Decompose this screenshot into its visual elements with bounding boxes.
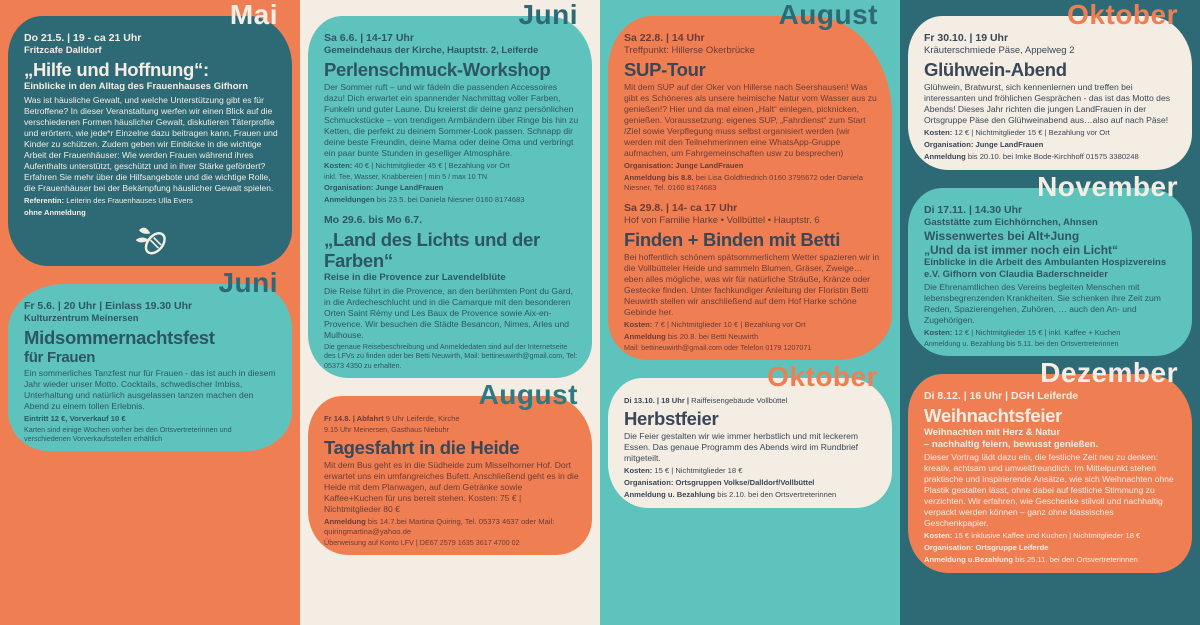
event-subtitle: Einblicke in die Arbeit des Ambulanten Hospizvereins e.V. Gifhorn von Claudia Baderschneider <box>924 257 1167 280</box>
event-title: SUP-Tour <box>624 59 706 80</box>
event-info <box>924 543 1180 553</box>
event-description: Ein sommerliches Tanzfest nur für Frauen - das ist auch in diesem Jahr wieder unser Motto. Cocktails, schwedischer Imbiss, Unterhaltung und natürlich ausgelassen tanzen machen den Abend zu einem tollen Erlebnis. <box>24 367 276 411</box>
info-value: bis 25.11. bei den Ortsvertreterinnen <box>1013 555 1138 565</box>
event-info <box>624 478 880 488</box>
event-description: Glühwein, Bratwurst, sich kennenlernen und treffen bei interessanten und fröhlichen Gesprächen - das ist das Motto des Abends! Dieses Jahr richten die jungen LandFrauen in der Ortsgruppe Päse den Glühweinabend aus…also auf nach Päse! <box>924 82 1171 125</box>
event-date: Sa 22.8. | 14 Uhr <box>624 32 705 44</box>
event-title: Perlenschmuck-Workshop <box>324 59 551 80</box>
info-label: Fr 14.8. | Abfahrt <box>324 414 384 424</box>
event-subtitle: Wissenwertes bei Alt+Jung <box>924 229 1080 243</box>
event-info <box>624 173 880 193</box>
column-june-august <box>300 0 600 625</box>
event-title: Finden + Binden mit Betti <box>624 229 841 250</box>
event-info <box>924 328 1180 338</box>
info-label: Anmeldung bis 8.8. <box>624 173 694 182</box>
info-label: Eintritt 12 €, Vorverkauf 10 € <box>24 413 126 423</box>
info-value: Raiffeisengebäude Vollbüttel <box>689 396 788 406</box>
month-label: Juni <box>218 266 278 298</box>
event-info <box>24 414 280 424</box>
column-august-october <box>600 0 900 625</box>
info-value: bis 20.10. bei Imke Bode-Kirchhoff 01575 3380248 <box>965 152 1139 161</box>
event-info <box>624 332 880 342</box>
event-note: Anmeldung u. Bezahlung bis 5.11. bei den Ortsvertreterinnen <box>924 339 1119 348</box>
event-info <box>924 128 1180 138</box>
event-subtitle: „Und da ist immer noch ein Licht“ <box>924 243 1119 257</box>
info-label: Kosten: <box>324 161 353 170</box>
event-info <box>924 531 1180 541</box>
event-note: Karten sind einige Wochen vorher bei den Ortsvertreterinnen und verschiedenen Vorverkaufsstellen erhältlich <box>24 424 232 443</box>
event-date: Fr 30.10. | 19 Uhr <box>924 32 1009 44</box>
event-title: für Frauen <box>24 348 96 366</box>
event-description: Was ist häusliche Gewalt, und welche Unterstützung gibt es für Betroffene? In dieser Veranstaltung werfen wir einen Blick auf die verschiedenen Formen häuslicher Gewalt, diskutieren Täterprofile und erörtern, wie jede*r Einzelne dazu beitragen kann, Frauen und Kinder zu schützen. Zudem geben wir Einblicke in die wichtige Arbeit der Frauenhäuser: Wie werden Frauen während ihres Aufenthalts unterstützt, geschützt und in ihrer Stärke gefördert? Erfahren Sie mehr über die Hilfsangebote und die wichtige Rolle, die Frauenhäuser bei der Bekämpfung häuslicher Gewalt spielen. <box>24 94 278 193</box>
event-date: Di 8.12. | 16 Uhr | DGH Leiferde <box>924 390 1079 403</box>
event-info <box>624 396 880 406</box>
info-value: bei Lisa Goldfriedrich 0160 3795672 oder Daniela Niesner, Tel. 0160 8174683 <box>624 173 863 192</box>
event-info <box>924 555 1180 565</box>
card-mai <box>8 0 292 266</box>
event-card-herbstfeier <box>624 396 880 500</box>
info-value: Leiterin des Frauenhauses Ulla Evers <box>64 195 193 205</box>
info-label: Kosten: <box>624 320 653 329</box>
logo-area <box>24 222 280 258</box>
event-info <box>624 490 880 500</box>
info-value: bis 2.10. bei den Ortsvertreterinnen <box>715 490 837 500</box>
event-info <box>624 161 880 171</box>
event-note: Die genaue Reisebeschreibung und Anmeldedaten sind auf der Internetseite des LFVs zu finden oder bei Betti Neuwirth, Mail: bettineuwirth@gmail.com, Tel: 05373 4350 zu erhalten. <box>324 341 578 370</box>
info-label: Anmeldung u.Bezahlung <box>924 555 1014 565</box>
info-label: Organisation: Junge LandFrauen <box>924 140 1044 149</box>
month-label: Mai <box>229 0 278 30</box>
event-location: Hof von Familie Harke • Vollbüttel • Hauptstr. 6 <box>624 215 820 226</box>
event-card-tagesfahrt-heide <box>324 414 580 547</box>
info-value: bis 14.7.bei Martina Quiring, Tel. 05373 4637 oder Mail: quiringmartina@yahoo.de <box>324 516 555 536</box>
event-title: Weihnachtsfeier <box>924 405 1063 427</box>
event-info <box>924 152 1180 162</box>
info-value: 15 € inklusive Kaffee und Kuchen | Nichtmitglieder 18 € <box>952 531 1141 541</box>
event-info <box>24 208 280 218</box>
event-description: Der Sommer ruft – und wir fädeln die passenden Accessoires dazu! Dich erwartet ein spannender Nachmittag voller Farben, Funkeln und guter Laune. Du kreierst dir deine ganz persönlichen Schmuckstücke – von trendigen Armbändern über Ringe bis hin zu Ketten, die perfekt zu deinem Sommer-Look passen. Schnapp dir deine beste Freundin, deine Mama oder deine Oma und verbringt ein paar bunte Stunden in geselliger Atmosphäre. <box>324 82 579 158</box>
card-juni <box>308 0 592 378</box>
info-label: Organisation: Junge LandFrauen <box>624 161 744 170</box>
month-label: Dezember <box>1040 357 1178 389</box>
event-info <box>324 517 580 537</box>
info-label: Kosten: <box>624 466 653 476</box>
event-subtitle: Einblicke in den Alltag des Frauenhauses Gifhorn <box>24 81 248 92</box>
event-location: Gemeindehaus der Kirche, Hauptstr. 2, Leiferde <box>324 45 539 56</box>
info-label: ohne Anmeldung <box>24 207 86 217</box>
event-info <box>324 183 580 193</box>
event-info <box>24 196 280 206</box>
info-value: 40 € | Nichtmitglieder 45 € | Bezahlung vor Ort <box>352 161 510 170</box>
event-date: Mo 29.6. bis Mo 6.7. <box>324 214 423 227</box>
event-location: Kräuterschmiede Päse, Appelweg 2 <box>924 45 1075 56</box>
info-label: Organisation: Junge LandFrauen <box>324 183 444 193</box>
event-location: Treffpunkt: Hillerse Okerbrücke <box>624 45 755 56</box>
info-value: bis 20.8. bei Betti Neuwirth <box>665 332 759 341</box>
column-october-december <box>900 0 1200 625</box>
info-value: 9 Uhr Leiferde, Kirche <box>383 414 460 424</box>
info-value: 7 € | Nichtmitglieder 10 € | Bezahlung vor Ort <box>652 320 806 329</box>
event-subtitle: – nachhaltig feiern, bewusst genießen. <box>924 438 1099 450</box>
info-label: Anmeldung <box>324 516 366 526</box>
event-location: Gaststätte zum Eichhörnchen, Ahnsen <box>924 217 1098 228</box>
column-may-june <box>0 0 300 625</box>
event-card-weihnachtsfeier <box>924 390 1180 565</box>
event-date: Sa 6.6. | 14-17 Uhr <box>324 32 414 44</box>
event-card-hilfe-und-hoffnung <box>24 32 280 218</box>
info-value: 15 € | Nichtmitglieder 18 € <box>652 466 743 476</box>
month-label: Oktober <box>1067 0 1178 30</box>
month-label: Juni <box>518 0 578 30</box>
info-label: Anmeldung <box>624 332 666 341</box>
info-label: Anmeldung <box>924 152 966 161</box>
event-note: Überweisung auf Konto LFV | DE67 2579 1635 3617 4700 02 <box>324 537 520 547</box>
event-card-midsommernachtsfest <box>24 300 280 444</box>
event-note: Mail: bettineuwirth@gmail.com oder Telefon 0179 1207071 <box>624 343 812 352</box>
info-label: Kosten: <box>924 128 953 137</box>
card-august <box>308 379 592 555</box>
event-date: Do 21.5. | 19 - ca 21 Uhr <box>24 32 142 44</box>
event-note: 9.15 Uhr Meinersen, Gasthaus Niebuhr <box>324 425 450 435</box>
event-title: „Land des Lichts und der Farben“ <box>324 229 540 272</box>
event-description: Bei hoffentlich schönem spätsommerlichem Wetter spazieren wir in die Vollbütteler Heide und sammeln Blumen, Gräser, Zweige… eben alles mögliche, was wir für natürliche Sträuße, Kränze oder Gestecke finden. Unter fachkundiger Anleitung der Floristin Betti Neuwirth stellen wir anschließend auf dem Hof Harke schöne Gebinde her. <box>624 252 880 317</box>
info-label: Referentin: <box>24 195 65 205</box>
month-label: August <box>778 0 878 30</box>
card-oktober <box>608 361 892 508</box>
event-title: Tagesfahrt in die Heide <box>324 436 520 458</box>
event-info <box>624 320 880 330</box>
info-label: Di 13.10. | 18 Uhr | <box>624 396 690 406</box>
event-location: Kulturzentrum Meinersen <box>24 312 139 324</box>
event-card-perlenschmuck-and-provence <box>324 32 580 370</box>
event-date: Fr 5.6. | 20 Uhr | Einlass 19.30 Uhr <box>24 299 193 312</box>
month-label: Oktober <box>767 361 878 393</box>
event-title: Midsommernachtsfest <box>24 326 215 348</box>
event-subtitle: Reise in die Provence zur Lavendelblüte <box>324 272 506 284</box>
event-note: inkl. Tee, Wasser, Knabbereien | min 5 / max 10 TN <box>324 172 488 181</box>
info-label: Anmeldungen <box>324 195 375 205</box>
event-card-gluehwein-abend <box>924 32 1180 162</box>
event-description: Dieser Vortrag lädt dazu ein, die festliche Zeit neu zu denken: kreativ, achtsam und umweltfreundlich. Im Mittelpunkt stehen praktische und inspirierende Ansätze, wie sich Weihnachten ohne Plastik gestalten lässt, ohne dabei auf festliche Stimmung zu verzichten. Wir erfahren, wie Geschenke stilvoll und nachhaltig verpackt werden können – ganz ohne klassisches Geschenkpapier. <box>924 452 1174 529</box>
info-value: 12 € | Nichtmitglieder 15 € | inkl. Kaffee + Kuchen <box>952 328 1121 337</box>
event-description: Die Ehrenamtlichen des Vereins begleiten Menschen mit lebensbegrenzenden Krankheiten. Sie schenken ihre Zeit zum Reden, Spazierengehen, Zuhören, … auch den An- und Zugehörigen. <box>924 282 1161 325</box>
event-info <box>624 466 880 476</box>
info-label: Organisation: Ortsgruppen Volkse/Dalldorf/Vollbüttel <box>624 478 815 488</box>
event-title: Herbstfeier <box>624 408 719 430</box>
event-info <box>324 161 580 171</box>
event-info <box>324 195 580 205</box>
card-dezember <box>908 357 1192 573</box>
event-subtitle: Weihnachten mit Herz & Natur <box>924 427 1061 439</box>
event-title: Glühwein-Abend <box>924 59 1067 80</box>
event-card-sup-and-finden-binden <box>624 32 880 352</box>
month-label: November <box>1037 171 1178 202</box>
card-november <box>908 171 1192 356</box>
event-description: Mit dem SUP auf der Oker von Hillerse nach Seershausen! Was gibt es Schöneres als unsere heimische Natur vom Wasser aus zu genießen!? Hier und da mal einen „Halt“ einlegen, picknicken, genießen. Voraussetzung: eigenes SUP, „Fahrdienst“ zum Start /Ziel sowie Verpflegung muss selbst organisiert werden (wir werden mit den Teilnehmerinnen eine WhatsApp-Gruppe aufmachen, um Fahrgemeinschaften usw zu besprechen) <box>624 82 877 158</box>
event-card-alt-und-jung <box>924 204 1180 348</box>
info-value: bis 23.5. bei Daniela Niesner 0160 8174683 <box>374 195 525 205</box>
info-value: 12 € | Nichtmitglieder 15 € | Bezahlung vor Ort <box>952 128 1110 137</box>
bee-logo-icon <box>134 222 170 258</box>
info-label: Organisation: Ortsgruppe Leiferde <box>924 543 1049 553</box>
month-label: August <box>478 379 578 411</box>
card-oktober <box>908 0 1192 170</box>
event-title: „Hilfe und Hoffnung“: <box>24 59 209 80</box>
card-august <box>608 0 892 360</box>
event-info <box>324 414 580 424</box>
info-label: Kosten: <box>924 328 953 337</box>
event-date: Sa 29.8. | 14- ca 17 Uhr <box>624 202 738 214</box>
event-location: Fritzcafe Dalldorf <box>24 45 102 56</box>
event-description: Mit dem Bus geht es in die Südheide zum Misselhorner Hof. Dort erwartet uns ein umfangreiches Bufett. Anschließend geht es in die Heide mit dem Planwagen, auf dem Getränke sowie Kaffee+Kuchen für uns bereit stehen. Kosten: 75 € | Nichtmitglieder 80 € <box>324 459 579 514</box>
event-description: Die Feier gestalten wir wie immer herbstlich und mit leckerem Essen. Das genaue Programm des Abends wird im Rundbrief mitgeteilt. <box>624 431 859 464</box>
card-juni <box>8 266 292 452</box>
event-description: Die Reise führt in die Provence, an den berühmten Pont du Gard, in die Ardecheschlucht und in die Camarque mit den besonderen Orten Saint Rémy und Les Baux de Provence sowie Aix-en-Provence. Wir besuchen die Städte Besancon, Nimes, Arles und Mulhouse. <box>324 285 573 340</box>
event-info <box>924 140 1180 150</box>
event-date: Di 17.11. | 14.30 Uhr <box>924 204 1023 216</box>
info-label: Kosten: <box>924 531 953 541</box>
info-label: Anmeldung u. Bezahlung <box>624 490 716 500</box>
